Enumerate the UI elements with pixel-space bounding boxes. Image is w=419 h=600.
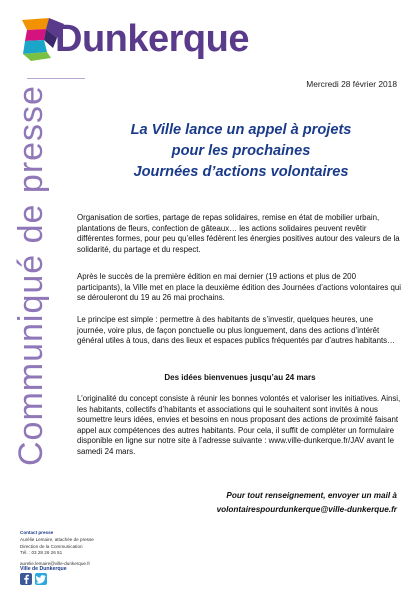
facebook-icon[interactable] <box>20 573 32 585</box>
contact-note-line-1: Pour tout renseignement, envoyer un mail à <box>226 491 397 500</box>
paragraph-principle: Le principe est simple : permettre à des habitants de s’investir, quelques heures, une journée, voire plus, de façon ponctuelle ou plus longuement, dans des actions d’intérêt général utiles à tous, dans des lieux et espaces publics fréquentés par d’autres habitants… <box>77 315 396 346</box>
publication-date: Mercredi 28 février 2018 <box>306 79 397 89</box>
headline-line-1: La Ville lance un appel à projets <box>130 122 352 138</box>
ville-label: Ville de Dunkerque <box>20 566 67 572</box>
press-contact-email[interactable]: aurelie.lemaire@ville-dunkerque.fr <box>20 561 91 567</box>
press-contact-phone: Tél. : 03 28 26 26 51 <box>20 550 63 556</box>
headline-line-2: pour les prochaines <box>171 143 311 159</box>
press-contact-dept: Direction de la Communication <box>20 543 83 549</box>
twitter-icon[interactable] <box>35 573 47 585</box>
press-contact-heading: Contact presse <box>20 530 54 535</box>
headline <box>86 120 396 183</box>
communique-vertical-title: Communiqué de presse <box>12 85 50 466</box>
headline-line-3: Journées d’actions volontaires <box>133 164 349 180</box>
press-contact-name: Aurélie Lemaire, attachée de presse <box>20 536 94 542</box>
section-subheading: Des idées bienvenues jusqu’au 24 mars <box>164 373 316 382</box>
press-contact-block <box>20 530 94 568</box>
social-links <box>20 573 47 585</box>
contact-email-link[interactable]: volontairespourdunkerque@ville-dunkerque.fr <box>216 505 397 514</box>
contact-note <box>217 489 397 517</box>
paragraph-intro: Organisation de sorties, partage de repas solidaires, remise en état de mobilier urbain, plantations de fleurs, confection de gâteaux… les actions solidaires peuvent revêtir différentes formes, pour peu qu’elles fédèrent les énergies positives autour des valeurs de la solidarité, du partage et du respect. <box>77 213 400 254</box>
paragraph-success: Après le succès de la première édition en mai dernier (19 actions et plus de 200 participants), la Ville met en place la deuxième édition des Journées d’actions volontaires qui se dérouleront du 19 au 26 mai prochains. <box>77 272 401 303</box>
dunkerque-logo <box>19 14 249 64</box>
paragraph-concept: L’originalité du concept consiste à réunir les bonnes volontés et valoriser les initiatives. Ainsi, les habitants, collectifs d’habitants et associations qui le souhaitent sont invités à nous soumettre leurs idées, envies et besoins en nous proposant des actions de proximité faisant appel aux compétences des autres habitants. Pour cela, il suffit de compléter un formulaire disponible en ligne sur notre site à l’adresse suivante : www.ville-dunkerque.fr/JAV avant le samedi 24 mars. <box>77 394 401 456</box>
logo-wordmark: Dunkerque <box>55 18 249 60</box>
